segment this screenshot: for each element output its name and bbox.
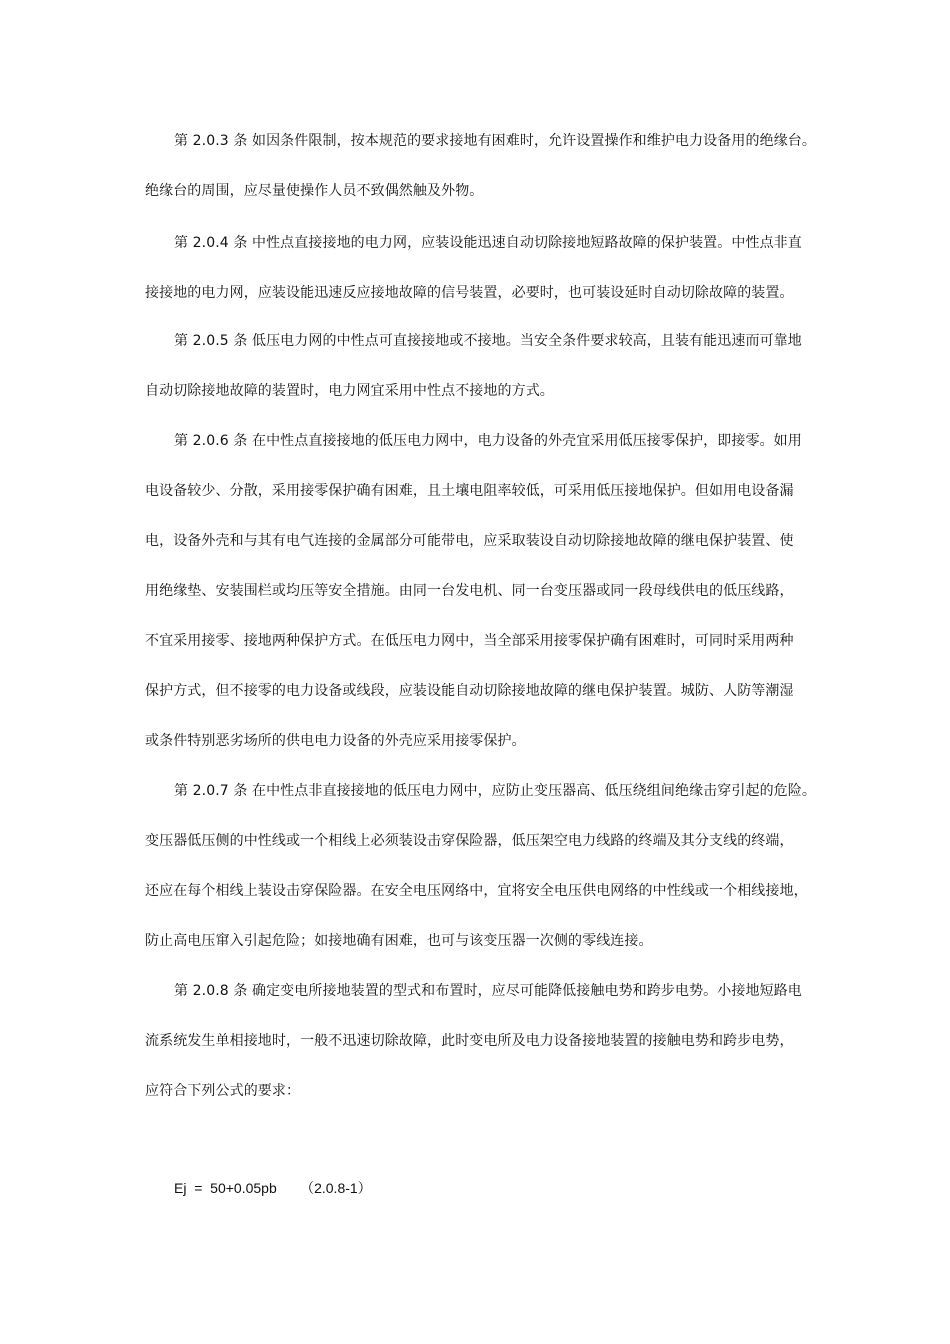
clause-2-0-4-line-1: 第 2.0.4 条 中性点直接接地的电力网，应装设能迅速自动切除接地短路故障的保护装置。中性点非直 (174, 235, 802, 251)
clause-2-0-7-line-1: 第 2.0.7 条 在中性点非直接接地的低压电力网中，应防止变压器高、低压绕组间绝缘击穿引起的危险。 (174, 783, 816, 799)
clause-2-0-3-line-1: 第 2.0.3 条 如因条件限制，按本规范的要求接地有困难时，允许设置操作和维护电力设备用的绝缘台。 (174, 133, 816, 149)
clause-2-0-3-line-2: 绝缘台的周围，应尽量使操作人员不致偶然触及外物。 (145, 183, 484, 199)
formula-2-0-8-1: Ej = 50+0.05pb （2.0.8-1） (174, 1180, 372, 1196)
clause-2-0-8-line-2: 流系统发生单相接地时，一般不迅速切除故障，此时变电所及电力设备接地装置的接触电势和跨步电势， (145, 1033, 794, 1049)
clause-2-0-8-line-3: 应符合下列公式的要求： (145, 1083, 301, 1099)
clause-2-0-6-line-5: 不宜采用接零、接地两种保护方式。在低压电力网中，当全部采用接零保护确有困难时，可同时采用两种 (145, 633, 794, 649)
clause-2-0-6-line-7: 或条件特别恶劣场所的供电电力设备的外壳应采用接零保护。 (145, 733, 526, 749)
clause-2-0-5-line-1: 第 2.0.5 条 低压电力网的中性点可直接接地或不接地。当安全条件要求较高，且装有能迅速而可靠地 (174, 333, 802, 349)
clause-2-0-6-line-3: 电，设备外壳和与其有电气连接的金属部分可能带电，应采取装设自动切除接地故障的继电保护装置、使 (145, 533, 794, 549)
clause-2-0-6-line-1: 第 2.0.6 条 在中性点直接接地的低压电力网中，电力设备的外壳宜采用低压接零保护，即接零。如用 (174, 433, 802, 449)
clause-2-0-6-line-4: 用绝缘垫、安装围栏或均压等安全措施。由同一台发电机、同一台变压器或同一段母线供电的低压线路， (145, 583, 794, 599)
clause-2-0-7-line-3: 还应在每个相线上装设击穿保险器。在安全电压网络中，宜将安全电压供电网络的中性线或一个相线接地， (145, 883, 808, 899)
clause-2-0-7-line-2: 变压器低压侧的中性线或一个相线上必须装设击穿保险器，低压架空电力线路的终端及其分支线的终端， (145, 833, 794, 849)
clause-2-0-8-line-1: 第 2.0.8 条 确定变电所接地装置的型式和布置时，应尽可能降低接触电势和跨步电势。小接地短路电 (174, 983, 802, 999)
clause-2-0-7-line-4: 防止高电压窜入引起危险；如接地确有困难，也可与该变压器一次侧的零线连接。 (145, 933, 653, 949)
clause-2-0-6-line-2: 电设备较少、分散，采用接零保护确有困难，且土壤电阻率较低，可采用低压接地保护。但如用电设备漏 (145, 483, 794, 499)
clause-2-0-6-line-6: 保护方式，但不接零的电力设备或线段，应装设能自动切除接地故障的继电保护装置。城防、人防等潮湿 (145, 683, 794, 699)
clause-2-0-5-line-2: 自动切除接地故障的装置时，电力网宜采用中性点不接地的方式。 (145, 383, 554, 399)
clause-2-0-4-line-2: 接接地的电力网，应装设能迅速反应接地故障的信号装置，必要时，也可装设延时自动切除故障的装置。 (145, 285, 794, 301)
